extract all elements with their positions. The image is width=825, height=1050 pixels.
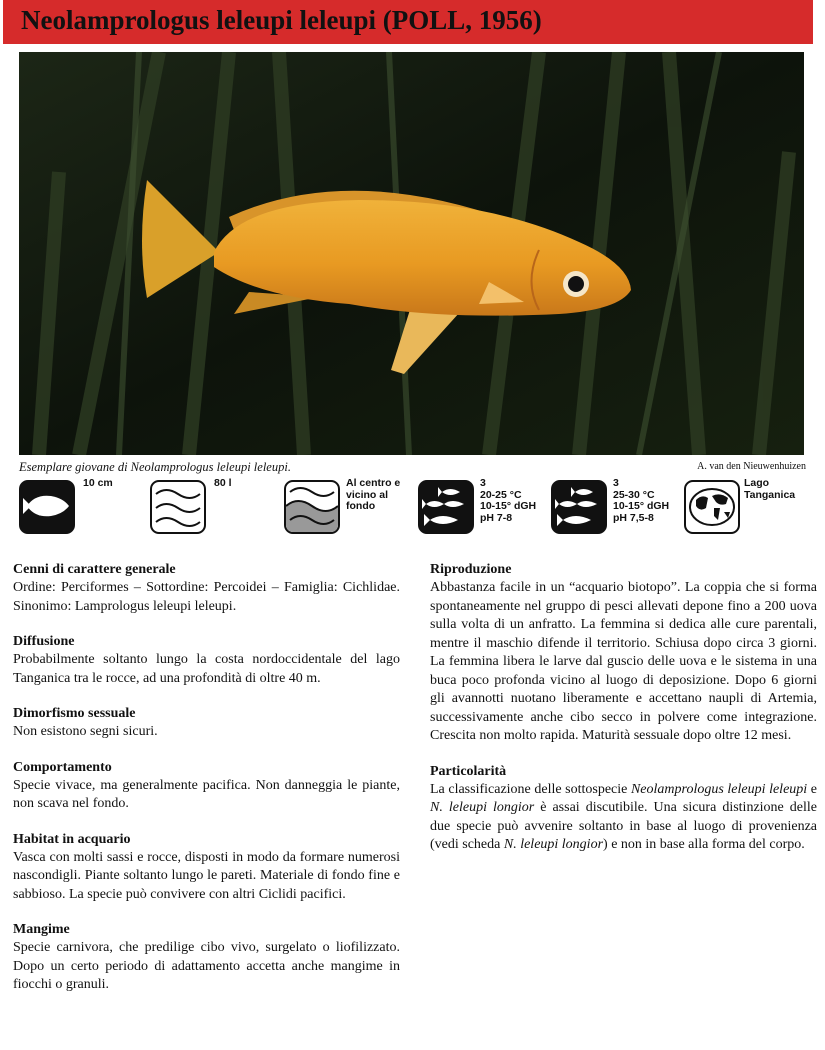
globe-icon: [684, 480, 740, 534]
volume-label: 80 l: [214, 477, 232, 489]
section-text: Non esistono segni sicuri.: [13, 724, 158, 739]
photo-caption: Esemplare giovane di Neolamprologus leleupi leleupi.: [19, 460, 291, 474]
water-2-label: 3 25-30 °C 10-15° dGH pH 7,5-8: [613, 477, 670, 524]
fish-group-icon: [418, 480, 474, 534]
section-title: Cenni di carattere generale: [13, 562, 176, 577]
section-title: Particolarità: [430, 763, 507, 779]
origin-label: Lago Tanganica: [744, 477, 796, 501]
section-text: Vasca con molti sassi e rocce, disposti in modo da formare numerosi nascondigli. Piante soltanto lungo le pareti. Materiale di fondo fine e sabbioso. La specie può convivere con altri Ciclidi pacifici.: [13, 849, 400, 902]
icon-row: [0, 478, 825, 538]
fish-photo: [19, 52, 804, 455]
section-text: La classificazione delle sottospecie Neolamprologus leleupi leleupi e N. leleupi longior è assai discutibile. Una sicura distinzione delle due specie può avvenire soltanto in base al luogo di provenienza (vedi scheda N. leleupi longior) e non in base alla forma del corpo.: [430, 781, 817, 852]
tank-icon: [150, 480, 206, 534]
section-text: Specie vivace, ma generalmente pacifica. Non danneggia le piante, non scava nel fondo.: [13, 777, 400, 811]
section-text: Ordine: Perciformes – Sottordine: Percoidei – Famiglia: Cichlidae. Sinonimo: Lamprologus leleupi leleupi.: [13, 580, 400, 614]
section-title: Riproduzione: [430, 562, 512, 577]
section-title: Habitat in acquario: [13, 831, 131, 847]
section-text: Abbastanza facile in un “acquario biotopo”. La coppia che si forma spontaneamente nel gruppo di pesci allevati depone fino a 200 uova sulla volta di un anfratto. La femmina si dedica alle cure parentali, mentre il maschio difende il territorio. Schiusa dopo circa 3 giorni. La femmina libera le larve dal guscio delle uova e le sistema in una buca poco profonda vicino al luogo di deposizione. Dopo 6 giorni gli avannotti nuotano liberamente e accettano naupli di Artemia, successivamente anche cibo secco in polvere come integrazione. Crescita non molto rapida. Maturità sessuale dopo oltre 12 mesi.: [430, 580, 817, 743]
page-title: Neolamprologus leleupi leleupi (POLL, 1956): [21, 5, 542, 35]
fish-group-icon: [551, 480, 607, 534]
title-bar: [3, 0, 813, 44]
left-column: [13, 560, 400, 1011]
section-title: Mangime: [13, 922, 70, 937]
photo-credit: A. van den Nieuwenhuizen: [697, 461, 806, 472]
water-1-label: 3 20-25 °C 10-15° dGH pH 7-8: [480, 477, 537, 524]
section-title: Diffusione: [13, 634, 75, 649]
section-title: Comportamento: [13, 759, 112, 775]
fish-size-icon: [19, 480, 75, 534]
section-title: Dimorfismo sessuale: [13, 706, 136, 721]
zone-label: Al centro e vicino al fondo: [346, 477, 401, 512]
right-column: [430, 560, 817, 871]
section-text: Probabilmente soltanto lungo la costa nordoccidentale del lago Tanganica tra le rocce, ad una profondità di oltre 40 m.: [13, 652, 400, 686]
swim-zone-icon: [284, 480, 340, 534]
section-text: Specie carnivora, che predilige cibo vivo, surgelato o liofilizzato. Dopo un certo periodo di adattamento accetta anche mangime in fiocchi o granuli.: [13, 940, 400, 992]
size-label: 10 cm: [83, 477, 113, 489]
